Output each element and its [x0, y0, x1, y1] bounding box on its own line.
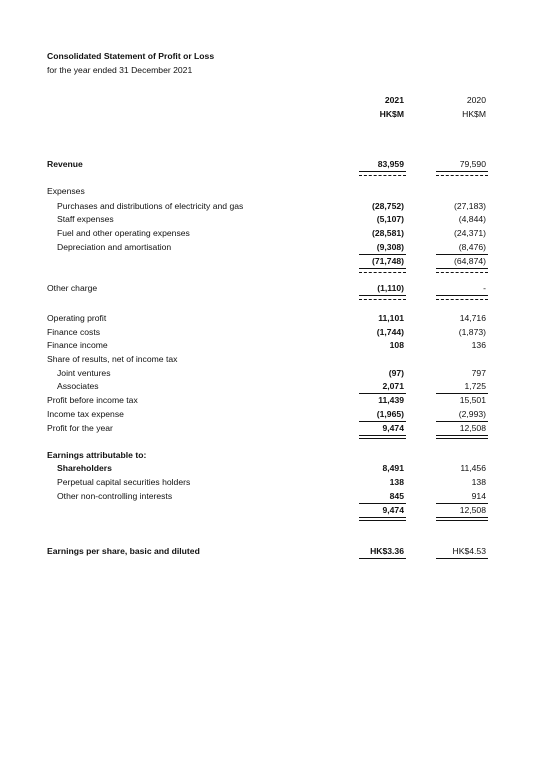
- associates-label: Associates: [57, 381, 99, 391]
- associates-2021: 2,071: [382, 381, 404, 391]
- eps-2021: HK$3.36: [370, 546, 404, 556]
- depreciation-label: Depreciation and amortisation: [57, 242, 172, 252]
- total-expenses-2021: (71,748): [371, 256, 404, 266]
- profit-year-rule-2020: [436, 435, 488, 436]
- finance-income-2021: 108: [389, 340, 404, 350]
- profit-year-double-rule-2021: [359, 438, 406, 439]
- finance-costs-2021: (1,744): [376, 327, 404, 337]
- other-charge-rule-2020: [436, 295, 488, 296]
- staff-2021: (5,107): [376, 214, 404, 224]
- purchases-2021: (28,752): [371, 201, 404, 211]
- nci-label: Other non-controlling interests: [57, 491, 173, 501]
- column-unit-2021: HK$M: [379, 109, 404, 119]
- nci-2020: 914: [471, 491, 486, 501]
- income-tax-2021: (1,965): [376, 409, 404, 419]
- revenue-dash-2020: [436, 175, 488, 176]
- shareholders-2021: 8,491: [382, 463, 404, 473]
- profit-year-rule-2021: [359, 435, 406, 436]
- eps-label: Earnings per share, basic and diluted: [47, 546, 200, 556]
- shareholders-2020: 11,456: [460, 463, 486, 473]
- joint-ventures-2021: (97): [388, 368, 404, 378]
- finance-income-label: Finance income: [47, 340, 108, 350]
- revenue-label: Revenue: [47, 159, 83, 169]
- earnings-total-rule-2020: [436, 517, 488, 518]
- profit-before-tax-2020: 15,501: [459, 395, 486, 405]
- statement-title: Consolidated Statement of Profit or Loss: [47, 51, 215, 61]
- profit-year-2021: 9,474: [382, 423, 404, 433]
- column-year-2020: 2020: [466, 95, 486, 105]
- depreciation-2020: (8,476): [458, 242, 486, 252]
- earnings-total-double-rule-2020: [436, 520, 488, 521]
- operating-profit-2021: 11,101: [378, 313, 404, 323]
- staff-label: Staff expenses: [57, 214, 114, 224]
- earnings-total-rule-2021: [359, 517, 406, 518]
- purchases-label: Purchases and distributions of electricity and gas: [57, 201, 244, 211]
- share-results-label: Share of results, net of income tax: [47, 354, 178, 364]
- expenses-subtotal-rule-2021: [359, 254, 406, 255]
- perpetual-label: Perpetual capital securities holders: [57, 477, 191, 487]
- associates-rule-2021: [359, 393, 406, 394]
- fuel-2020: (24,371): [453, 228, 486, 238]
- income-tax-label: Income tax expense: [47, 409, 124, 419]
- profit-before-tax-label: Profit before income tax: [47, 395, 138, 405]
- nci-2021: 845: [389, 491, 404, 501]
- profit-year-2020: 12,508: [459, 423, 486, 433]
- statement-subtitle: for the year ended 31 December 2021: [47, 65, 193, 75]
- revenue-2021: 83,959: [377, 159, 404, 169]
- expenses-heading: Expenses: [47, 186, 85, 196]
- column-year-2021: 2021: [384, 95, 404, 105]
- other-charge-label: Other charge: [47, 283, 98, 293]
- eps-rule-2020: [436, 558, 488, 559]
- total-expenses-2020: (64,874): [453, 256, 486, 266]
- column-unit-2020: HK$M: [462, 109, 486, 119]
- revenue-rule-2020: [436, 171, 488, 172]
- other-charge-dash-2021: [359, 299, 406, 300]
- other-charge-rule-2021: [359, 295, 406, 296]
- income-tax-rule-2020: [436, 421, 488, 422]
- associates-2020: 1,725: [464, 381, 486, 391]
- nci-rule-2020: [436, 503, 488, 504]
- staff-2020: (4,844): [458, 214, 486, 224]
- earnings-total-2020: 12,508: [459, 505, 486, 515]
- income-tax-rule-2021: [359, 421, 406, 422]
- revenue-rule-2021: [359, 171, 406, 172]
- earnings-heading: Earnings attributable to:: [47, 450, 147, 460]
- fuel-label: Fuel and other operating expenses: [57, 228, 190, 238]
- revenue-2020: 79,590: [459, 159, 486, 169]
- purchases-2020: (27,183): [453, 201, 486, 211]
- finance-costs-2020: (1,873): [458, 327, 486, 337]
- profit-year-double-rule-2020: [436, 438, 488, 439]
- other-charge-2020: -: [483, 283, 486, 293]
- total-expenses-rule-2020: [436, 268, 488, 269]
- joint-ventures-label: Joint ventures: [57, 368, 111, 378]
- other-charge-2021: (1,110): [377, 283, 404, 293]
- earnings-total-2021: 9,474: [382, 505, 404, 515]
- other-charge-dash-2020: [436, 299, 488, 300]
- total-expenses-dash-2021: [359, 272, 406, 273]
- operating-profit-label: Operating profit: [47, 313, 107, 323]
- profit-year-label: Profit for the year: [47, 423, 113, 433]
- finance-costs-label: Finance costs: [47, 327, 101, 337]
- income-tax-2020: (2,993): [458, 409, 486, 419]
- associates-rule-2020: [436, 393, 488, 394]
- revenue-dash-2021: [359, 175, 406, 176]
- earnings-total-double-rule-2021: [359, 520, 406, 521]
- eps-rule-2021: [359, 558, 406, 559]
- nci-rule-2021: [359, 503, 406, 504]
- total-expenses-dash-2020: [436, 272, 488, 273]
- perpetual-2021: 138: [389, 477, 404, 487]
- eps-2020: HK$4.53: [452, 546, 486, 556]
- profit-before-tax-2021: 11,439: [378, 395, 404, 405]
- perpetual-2020: 138: [471, 477, 486, 487]
- depreciation-2021: (9,308): [376, 242, 404, 252]
- shareholders-label: Shareholders: [57, 463, 112, 473]
- operating-profit-2020: 14,716: [459, 313, 486, 323]
- total-expenses-rule-2021: [359, 268, 406, 269]
- joint-ventures-2020: 797: [471, 368, 486, 378]
- expenses-subtotal-rule-2020: [436, 254, 488, 255]
- finance-income-2020: 136: [471, 340, 486, 350]
- fuel-2021: (28,581): [371, 228, 404, 238]
